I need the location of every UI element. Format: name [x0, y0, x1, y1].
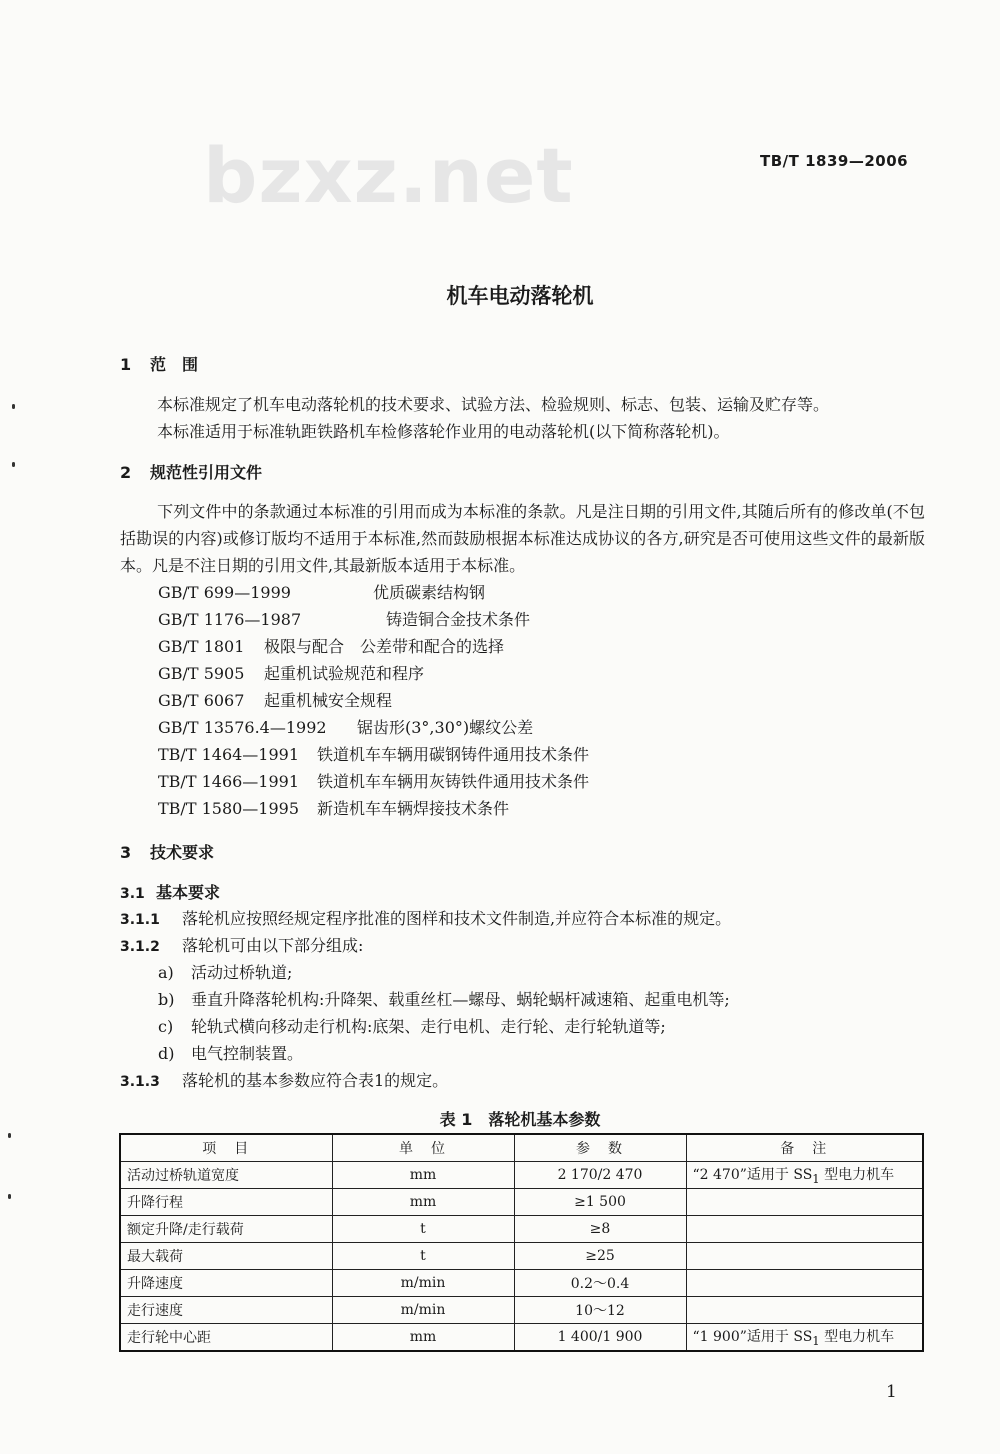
- section-title: 范 围: [150, 355, 199, 374]
- reference-name: 锯齿形(3°,30°)螺纹公差: [357, 718, 534, 737]
- reference-code: GB/T 5905: [158, 664, 245, 683]
- reference-code: TB/T 1466—1991: [158, 772, 300, 791]
- column-header: 备 注: [686, 1134, 923, 1162]
- paragraph: 本标准适用于标准轨距铁路机车检修落轮作业用的电动落轮机(以下简称落轮机)。: [157, 422, 730, 441]
- note-text: 型电力机车: [819, 1329, 895, 1346]
- section-title: 规范性引用文件: [150, 463, 263, 482]
- document-title: 机车电动落轮机: [446, 284, 594, 308]
- note-subscript: 1: [812, 1333, 820, 1348]
- note-text: “2 470”适用于 SS: [692, 1167, 813, 1184]
- table-row: [120, 1162, 923, 1189]
- margin-mark: [8, 1194, 11, 1199]
- clause-number: 3.1.2: [120, 939, 160, 955]
- cell-note: [686, 1243, 923, 1270]
- reference-name: 新造机车车辆焊接技术条件: [317, 799, 510, 818]
- standard-number: TB/T 1839—2006: [760, 152, 909, 170]
- subsection-number: 3.1: [120, 886, 145, 902]
- list-tag: c): [158, 1017, 174, 1036]
- reference-item: [158, 634, 504, 657]
- table-row: [120, 1243, 923, 1270]
- cell-note: [686, 1324, 923, 1352]
- cell-unit: mm: [332, 1189, 514, 1216]
- reference-code: TB/T 1464—1991: [158, 745, 300, 764]
- subsection-heading: [120, 880, 220, 903]
- watermark: bzxz.net: [203, 131, 574, 220]
- cell-unit: m/min: [332, 1297, 514, 1324]
- cell-unit: mm: [332, 1162, 514, 1189]
- table-row: [120, 1297, 923, 1324]
- cell-param: 2 170/2 470: [514, 1162, 686, 1189]
- section-title: 技术要求: [150, 843, 215, 862]
- clause-3-1-1: [120, 905, 731, 934]
- reference-name: 起重机试验规范和程序: [264, 664, 425, 683]
- reference-code: TB/T 1580—1995: [158, 799, 300, 818]
- reference-item: [158, 580, 485, 603]
- cell-item: 走行速度: [120, 1297, 332, 1324]
- list-text: 电气控制装置。: [191, 1044, 304, 1063]
- margin-mark: [12, 462, 15, 467]
- reference-name: 铸造铜合金技术条件: [386, 610, 531, 629]
- list-item: [158, 987, 730, 1010]
- cell-param: ≥1 500: [514, 1189, 686, 1216]
- table-caption: 表 1 落轮机基本参数: [439, 1110, 601, 1129]
- section-3-heading: [120, 840, 214, 863]
- table-row: [120, 1270, 923, 1297]
- list-tag: d): [158, 1044, 175, 1063]
- cell-item: 走行轮中心距: [120, 1324, 332, 1352]
- paragraph: 本标准规定了机车电动落轮机的技术要求、试验方法、检验规则、标志、包装、运输及贮存等。: [157, 395, 830, 414]
- reference-name: 起重机械安全规程: [264, 691, 393, 710]
- cell-note: [686, 1297, 923, 1324]
- table-row: [120, 1189, 923, 1216]
- column-header: 单 位: [332, 1134, 514, 1162]
- reference-name: 优质碳素结构钢: [373, 583, 486, 602]
- list-item: [158, 960, 292, 983]
- cell-item: 升降行程: [120, 1189, 332, 1216]
- clause-text: 落轮机的基本参数应符合表1的规定。: [182, 1071, 449, 1090]
- clause-3-1-2: [120, 932, 363, 961]
- cell-param: ≥25: [514, 1243, 686, 1270]
- intro-text: 下列文件中的条款通过本标准的引用而成为本标准的条款。凡是注日期的引用文件,其随后所有的修改单(不包括勘误的内容)或修订版均不适用于本标准,然而鼓励根据本标准达成协议的各方,研究是否可使用这些文件的最新版本。凡是不注日期的引用文件,其最新版本适用于本标准。: [120, 502, 925, 575]
- reference-item: [158, 769, 589, 792]
- note-subscript: 1: [812, 1171, 820, 1186]
- reference-name: 铁道机车车辆用灰铸铁件通用技术条件: [317, 772, 590, 791]
- clause-3-1-3: [120, 1067, 448, 1096]
- cell-note: [686, 1189, 923, 1216]
- page-number: 1: [886, 1382, 897, 1402]
- cell-note: [686, 1162, 923, 1189]
- cell-unit: m/min: [332, 1270, 514, 1297]
- list-item: [158, 1014, 666, 1037]
- clause-number: 3.1.1: [120, 912, 160, 928]
- subsection-title: 基本要求: [156, 883, 221, 902]
- section-number: 3: [120, 843, 132, 862]
- clause-text: 落轮机应按照经规定程序批准的图样和技术文件制造,并应符合本标准的规定。: [182, 909, 732, 928]
- note-text: “1 900”适用于 SS: [692, 1329, 813, 1346]
- reference-item: [158, 715, 533, 738]
- cell-item: 最大载荷: [120, 1243, 332, 1270]
- reference-name: 铁道机车车辆用碳钢铸件通用技术条件: [317, 745, 590, 764]
- margin-mark: [8, 1133, 11, 1138]
- section-1-heading: [120, 352, 198, 375]
- list-tag: a): [158, 963, 174, 982]
- parameters-table: [119, 1133, 924, 1352]
- cell-item: 活动过桥轨道宽度: [120, 1162, 332, 1189]
- reference-item: [158, 688, 392, 711]
- column-header: 参 数: [514, 1134, 686, 1162]
- cell-param: ≥8: [514, 1216, 686, 1243]
- list-text: 垂直升降落轮机构:升降架、载重丝杠—螺母、蜗轮蜗杆减速箱、起重电机等;: [191, 990, 730, 1009]
- note-text: 型电力机车: [819, 1167, 895, 1184]
- reference-code: GB/T 1801: [158, 637, 245, 656]
- clause-number: 3.1.3: [120, 1074, 160, 1090]
- reference-item: [158, 607, 530, 630]
- section-number: 1: [120, 355, 132, 374]
- reference-code: GB/T 13576.4—1992: [158, 718, 327, 737]
- table-header-row: [120, 1134, 923, 1162]
- list-tag: b): [158, 990, 175, 1009]
- list-text: 活动过桥轨道;: [191, 963, 293, 982]
- cell-param: 0.2～0.4: [514, 1270, 686, 1297]
- reference-code: GB/T 1176—1987: [158, 610, 302, 629]
- list-text: 轮轨式横向移动走行机构:底架、走行电机、走行轮、走行轮轨道等;: [191, 1017, 666, 1036]
- section-2-heading: [120, 460, 262, 483]
- reference-item: [158, 661, 424, 684]
- reference-name: 极限与配合 公差带和配合的选择: [264, 637, 505, 656]
- cell-note: [686, 1270, 923, 1297]
- cell-param: 10～12: [514, 1297, 686, 1324]
- reference-item: [158, 796, 509, 819]
- clause-text: 落轮机可由以下部分组成:: [182, 936, 364, 955]
- table-row: [120, 1324, 923, 1352]
- cell-unit: mm: [332, 1324, 514, 1352]
- cell-unit: t: [332, 1216, 514, 1243]
- reference-code: GB/T 6067: [158, 691, 245, 710]
- column-header: 项 目: [120, 1134, 332, 1162]
- cell-unit: t: [332, 1243, 514, 1270]
- table-row: [120, 1216, 923, 1243]
- list-item: [158, 1041, 303, 1064]
- margin-mark: [12, 404, 15, 409]
- cell-param: 1 400/1 900: [514, 1324, 686, 1352]
- reference-code: GB/T 699—1999: [158, 583, 291, 602]
- references-intro: [120, 498, 925, 579]
- cell-item: 额定升降/走行载荷: [120, 1216, 332, 1243]
- cell-note: [686, 1216, 923, 1243]
- reference-item: [158, 742, 589, 765]
- cell-item: 升降速度: [120, 1270, 332, 1297]
- section-number: 2: [120, 463, 132, 482]
